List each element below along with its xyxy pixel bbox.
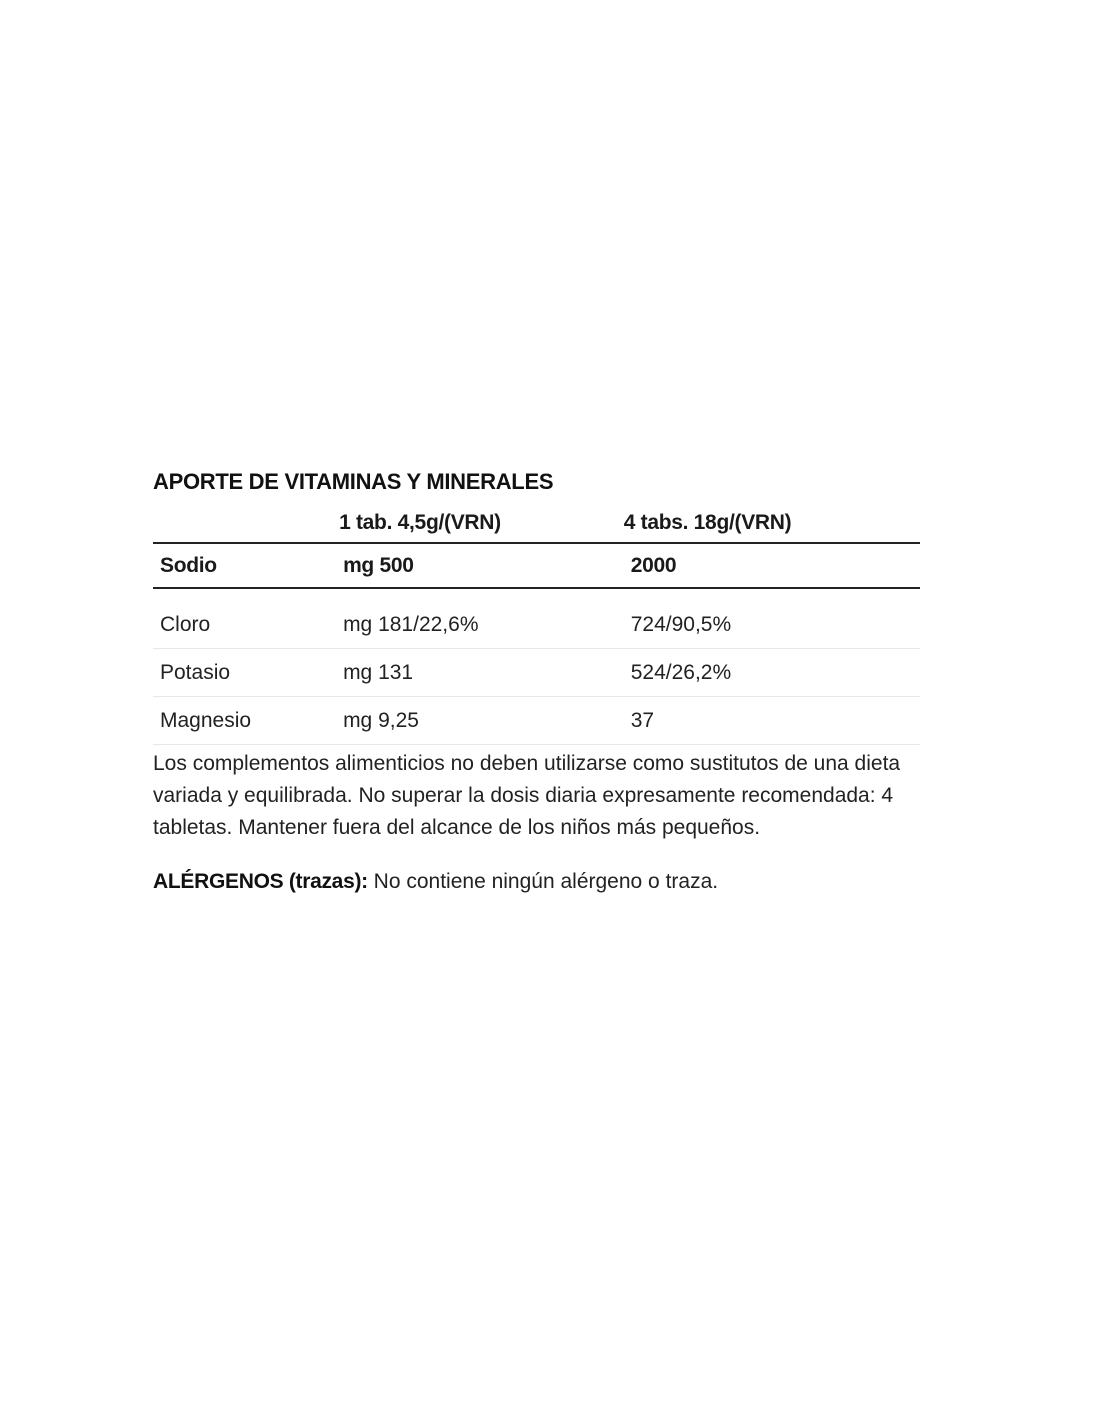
row-per-tab: mg 500 bbox=[336, 543, 624, 588]
header-empty bbox=[153, 504, 336, 543]
disclaimer-text: Los complementos alimenticios no deben utilizarse como sustitutos de una dieta variada y equilibrada. No superar la dosis diaria expresamente recomendada: 4 tabletas. Mantener fuera del alcance de los niños más pequeños. bbox=[153, 752, 901, 839]
table-row-sodio bbox=[153, 543, 920, 588]
table-spacer bbox=[153, 588, 920, 601]
row-name: Magnesio bbox=[153, 697, 336, 745]
allergens-label: ALÉRGENOS (trazas): bbox=[153, 870, 368, 893]
row-per-4tabs: 37 bbox=[624, 697, 920, 745]
row-per-tab: mg 181/22,6% bbox=[336, 601, 624, 649]
table-row bbox=[153, 601, 920, 649]
header-per-4tabs: 4 tabs. 18g/(VRN) bbox=[624, 504, 920, 543]
nutrition-info bbox=[153, 466, 920, 898]
section-title: APORTE DE VITAMINAS Y MINERALES bbox=[153, 469, 554, 494]
nutrition-table bbox=[153, 504, 920, 745]
allergens-line bbox=[153, 866, 920, 898]
row-per-4tabs: 724/90,5% bbox=[624, 601, 920, 649]
row-per-4tabs: 2000 bbox=[624, 543, 920, 588]
row-per-tab: mg 9,25 bbox=[336, 697, 624, 745]
table-header-row bbox=[153, 504, 920, 543]
table-row bbox=[153, 649, 920, 697]
row-per-tab: mg 131 bbox=[336, 649, 624, 697]
row-per-4tabs: 524/26,2% bbox=[624, 649, 920, 697]
row-name: Sodio bbox=[153, 543, 336, 588]
allergens-text: No contiene ningún alérgeno o traza. bbox=[367, 870, 719, 893]
row-name: Potasio bbox=[153, 649, 336, 697]
header-per-tab: 1 tab. 4,5g/(VRN) bbox=[336, 504, 624, 543]
table-row bbox=[153, 697, 920, 745]
row-name: Cloro bbox=[153, 601, 336, 649]
